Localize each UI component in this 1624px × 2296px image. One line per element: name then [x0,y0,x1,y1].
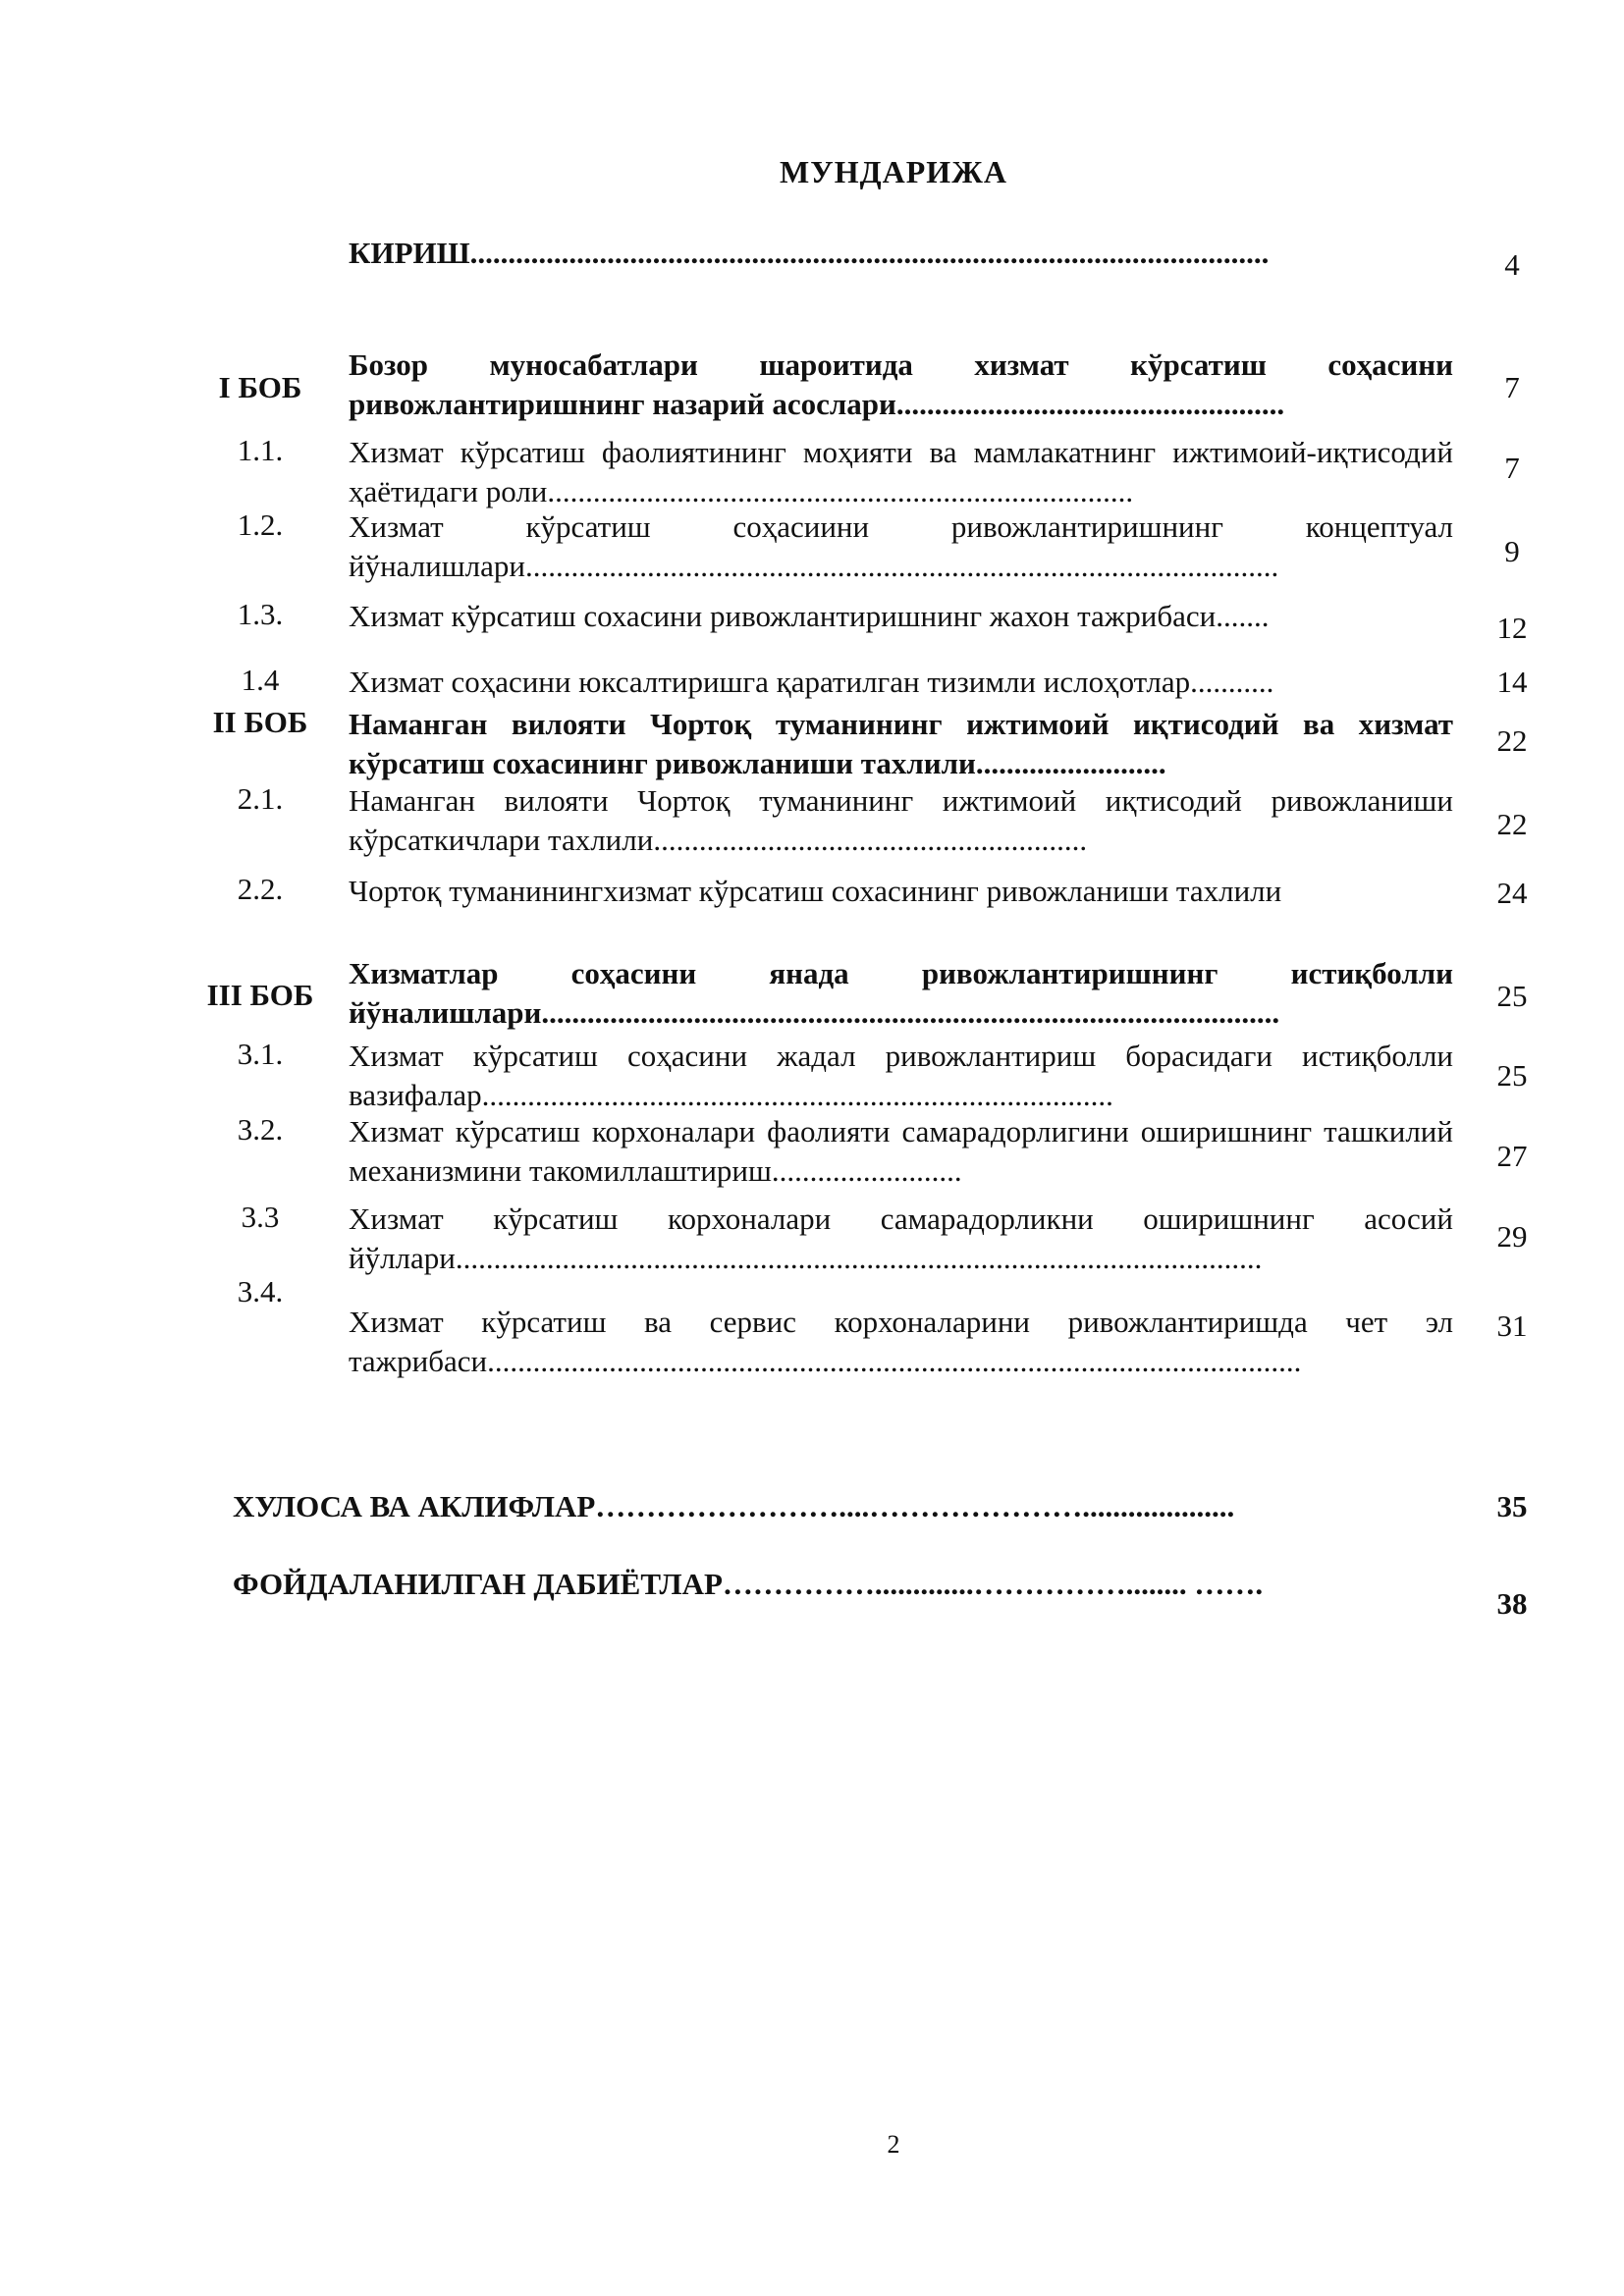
toc-number: 3.3 [241,1200,280,1234]
toc-intro-text: КИРИШ......................................................................................................... [349,236,1270,270]
toc-number: 3.2. [237,1112,284,1147]
toc-page: 31 [1496,1308,1528,1343]
toc-text: Хизмат кўрсатиш соҳасиини ривожлантиришнинг концептуал йўналишлари................................................................................................... [349,509,1453,583]
toc-page: 24 [1496,876,1528,910]
toc-text: Наманган вилояти Чортоқ туманининг ижтимоий иқтисодий ва хизмат кўрсатиш сохасининг ривожланиши тахлили......................... [349,707,1453,780]
toc-intro-page: 4 [1504,247,1520,282]
toc-page: 22 [1496,807,1528,841]
page-number: 2 [887,2130,900,2159]
toc-text: Хизмат кўрсатиш фаолиятининг моҳияти ва мамлакатнинг ижтимоий-иқтисодий ҳаётидаги роли............................................................................. [349,435,1453,508]
toc-text: Хизмат соҳасини юксалтиришга қаратилган тизимли ислоҳотлар........... [349,665,1274,699]
toc-number: 2.1. [237,781,284,816]
toc-page: 27 [1496,1139,1528,1173]
toc-text: Бозор муносабатлари шароитида хизмат кўрсатиш соҳасини ривожлантиришнинг назарий асослари................................................... [349,347,1453,421]
toc-page: 7 [1504,451,1520,485]
toc-number: 1.1. [237,433,284,467]
toc-number: I БОБ [218,370,302,404]
toc-page: 12 [1496,611,1528,645]
toc-conclusions-page: 35 [1496,1489,1528,1523]
toc-text: Наманган вилояти Чортоқ туманининг ижтимоий иқтисодий ривожланиши кўрсаткичлари тахлили......................................................... [349,783,1453,857]
toc-number: III БОБ [206,978,314,1012]
toc-text: Хизмат кўрсатиш корхоналари фаолияти самарадорлигини оширишнинг ташкилий механизмини такомиллаштириш......................... [349,1114,1453,1188]
toc-page: 9 [1504,534,1520,568]
toc-text: Хизматлар соҳасини янада ривожлантиришнинг истиқболли йўналишлари................................................................................................. [349,956,1453,1030]
toc-references-text: ФОЙДАЛАНИЛГАН ДАБИЁТЛАР…………….............……………........ ……. [233,1567,1264,1601]
toc-text: Хизмат кўрсатиш сохасини ривожлантиришнинг жахон тажрибаси....... [349,599,1270,633]
toc-text: Чортоқ туманинингхизмат кўрсатиш сохасининг ривожланиши тахлили [349,874,1282,908]
toc-page: 14 [1496,665,1528,699]
toc-number: 1.4 [241,663,280,697]
toc-page: 22 [1496,723,1528,758]
toc-references-page: 38 [1496,1586,1528,1621]
toc-number: 1.3. [237,597,284,631]
toc-number: 1.2. [237,507,284,542]
toc-page: 25 [1496,1058,1528,1093]
toc-number: 3.1. [237,1037,284,1071]
toc-number: 3.4. [237,1274,284,1308]
toc-page: 7 [1504,370,1520,404]
toc-page: 25 [1496,979,1528,1013]
toc-text: Хизмат кўрсатиш ва сервис корхоналарини ривожлантиришда чет эл тажрибаси........................................................................................................... [349,1305,1453,1378]
toc-page: 29 [1496,1219,1528,1254]
toc-number: 2.2. [237,872,284,906]
toc-text: Хизмат кўрсатиш корхоналари самарадорликни оширишнинг асосий йўллари.......................................................................................................... [349,1201,1453,1275]
page-title: МУНДАРИЖА [780,154,1007,189]
toc-text: Хизмат кўрсатиш соҳасини жадал ривожлантириш борасидаги истиқболли вазифалар................................................................................... [349,1039,1453,1112]
toc-number: II БОБ [212,705,308,739]
toc-conclusions-text: ХУЛОСА ВА АКЛИФЛАР……………………....………………….................... [233,1489,1235,1523]
